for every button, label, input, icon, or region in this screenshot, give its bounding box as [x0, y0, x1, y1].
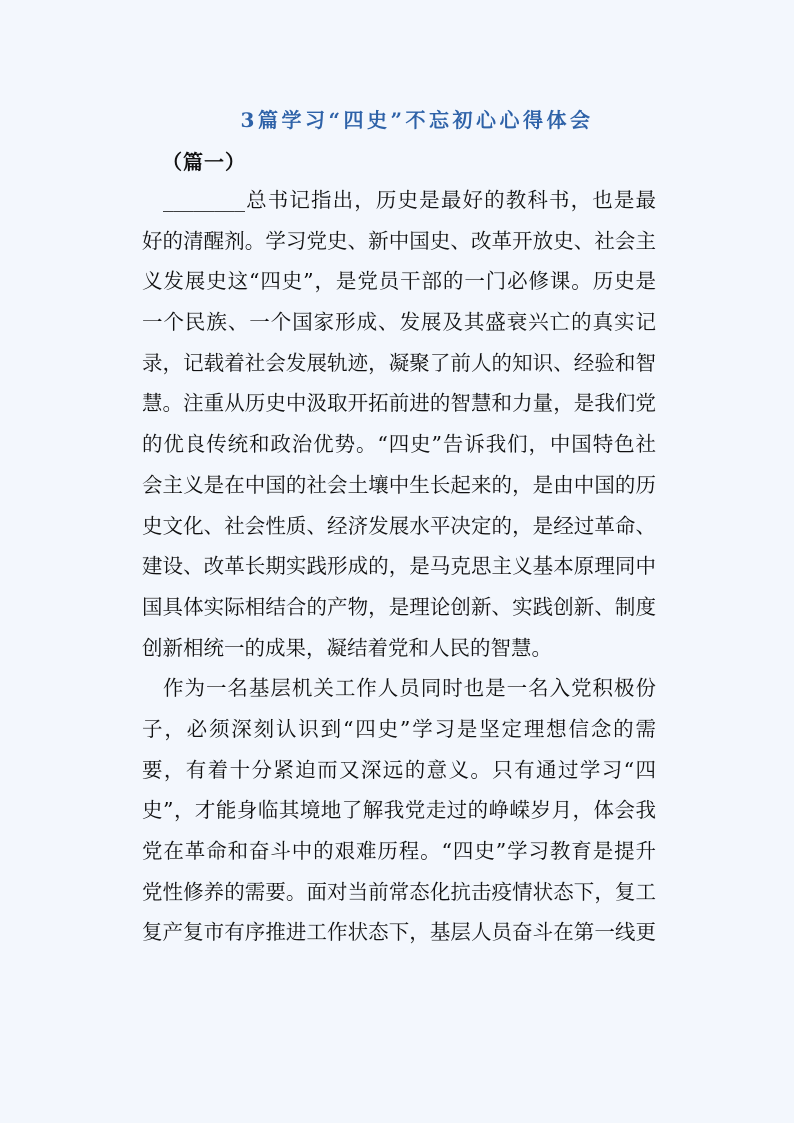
- paragraph-line: 的优良传统和政治优势。“四史”告诉我们，中国特色社: [142, 432, 656, 457]
- paragraph-line: 建设、改革长期实践形成的，是马克思主义基本原理同中: [142, 554, 656, 579]
- paragraph-line: 党在革命和奋斗中的艰难历程。“四史”学习教育是提升: [142, 839, 656, 863]
- paragraph-line: 子，必须深刻认识到“四史”学习是坚定理想信念的需: [142, 716, 656, 741]
- paragraph-line: 创新相统一的成果，凝结着党和人民的智慧。: [142, 635, 552, 660]
- paragraph-line: ________总书记指出，历史是最好的教科书，也是最: [163, 188, 656, 212]
- paragraph-line: 慧。注重从历史中汲取开拓前进的智慧和力量，是我们党: [142, 391, 656, 416]
- document-title: 3篇学习“四史”不忘初心心得体会: [240, 108, 594, 132]
- section-label: （篇一）: [162, 150, 246, 174]
- paragraph-line: 复产复市有序推进工作状态下，基层人员奋斗在第一线更: [142, 920, 656, 945]
- paragraph-line: 史”，才能身临其境地了解我党走过的峥嵘岁月，体会我: [142, 798, 656, 823]
- paragraph-line: 录，记载着社会发展轨迹，凝聚了前人的知识、经验和智: [142, 350, 656, 375]
- paragraph-1: [142, 180, 656, 668]
- document-body: [142, 180, 656, 953]
- paragraph-line: 党性修养的需要。面对当前常态化抗击疫情状态下，复工: [142, 879, 656, 904]
- paragraph-2: [142, 668, 656, 953]
- paragraph-line: 国具体实际相结合的产物，是理论创新、实践创新、制度: [142, 594, 656, 619]
- paragraph-line: 要，有着十分紧迫而又深远的意义。只有通过学习“四: [142, 757, 656, 782]
- paragraph-line: 义发展史这“四史”，是党员干部的一门必修课。历史是: [142, 269, 656, 294]
- paragraph-line: 一个民族、一个国家形成、发展及其盛衰兴亡的真实记: [142, 310, 656, 335]
- paragraph-line: 史文化、社会性质、经济发展水平决定的，是经过革命、: [142, 513, 656, 538]
- paragraph-line: 好的清醒剂。学习党史、新中国史、改革开放史、社会主: [142, 228, 656, 253]
- paragraph-line: 作为一名基层机关工作人员同时也是一名入党积极份: [163, 676, 656, 701]
- paragraph-line: 会主义是在中国的社会土壤中生长起来的，是由中国的历: [142, 472, 656, 497]
